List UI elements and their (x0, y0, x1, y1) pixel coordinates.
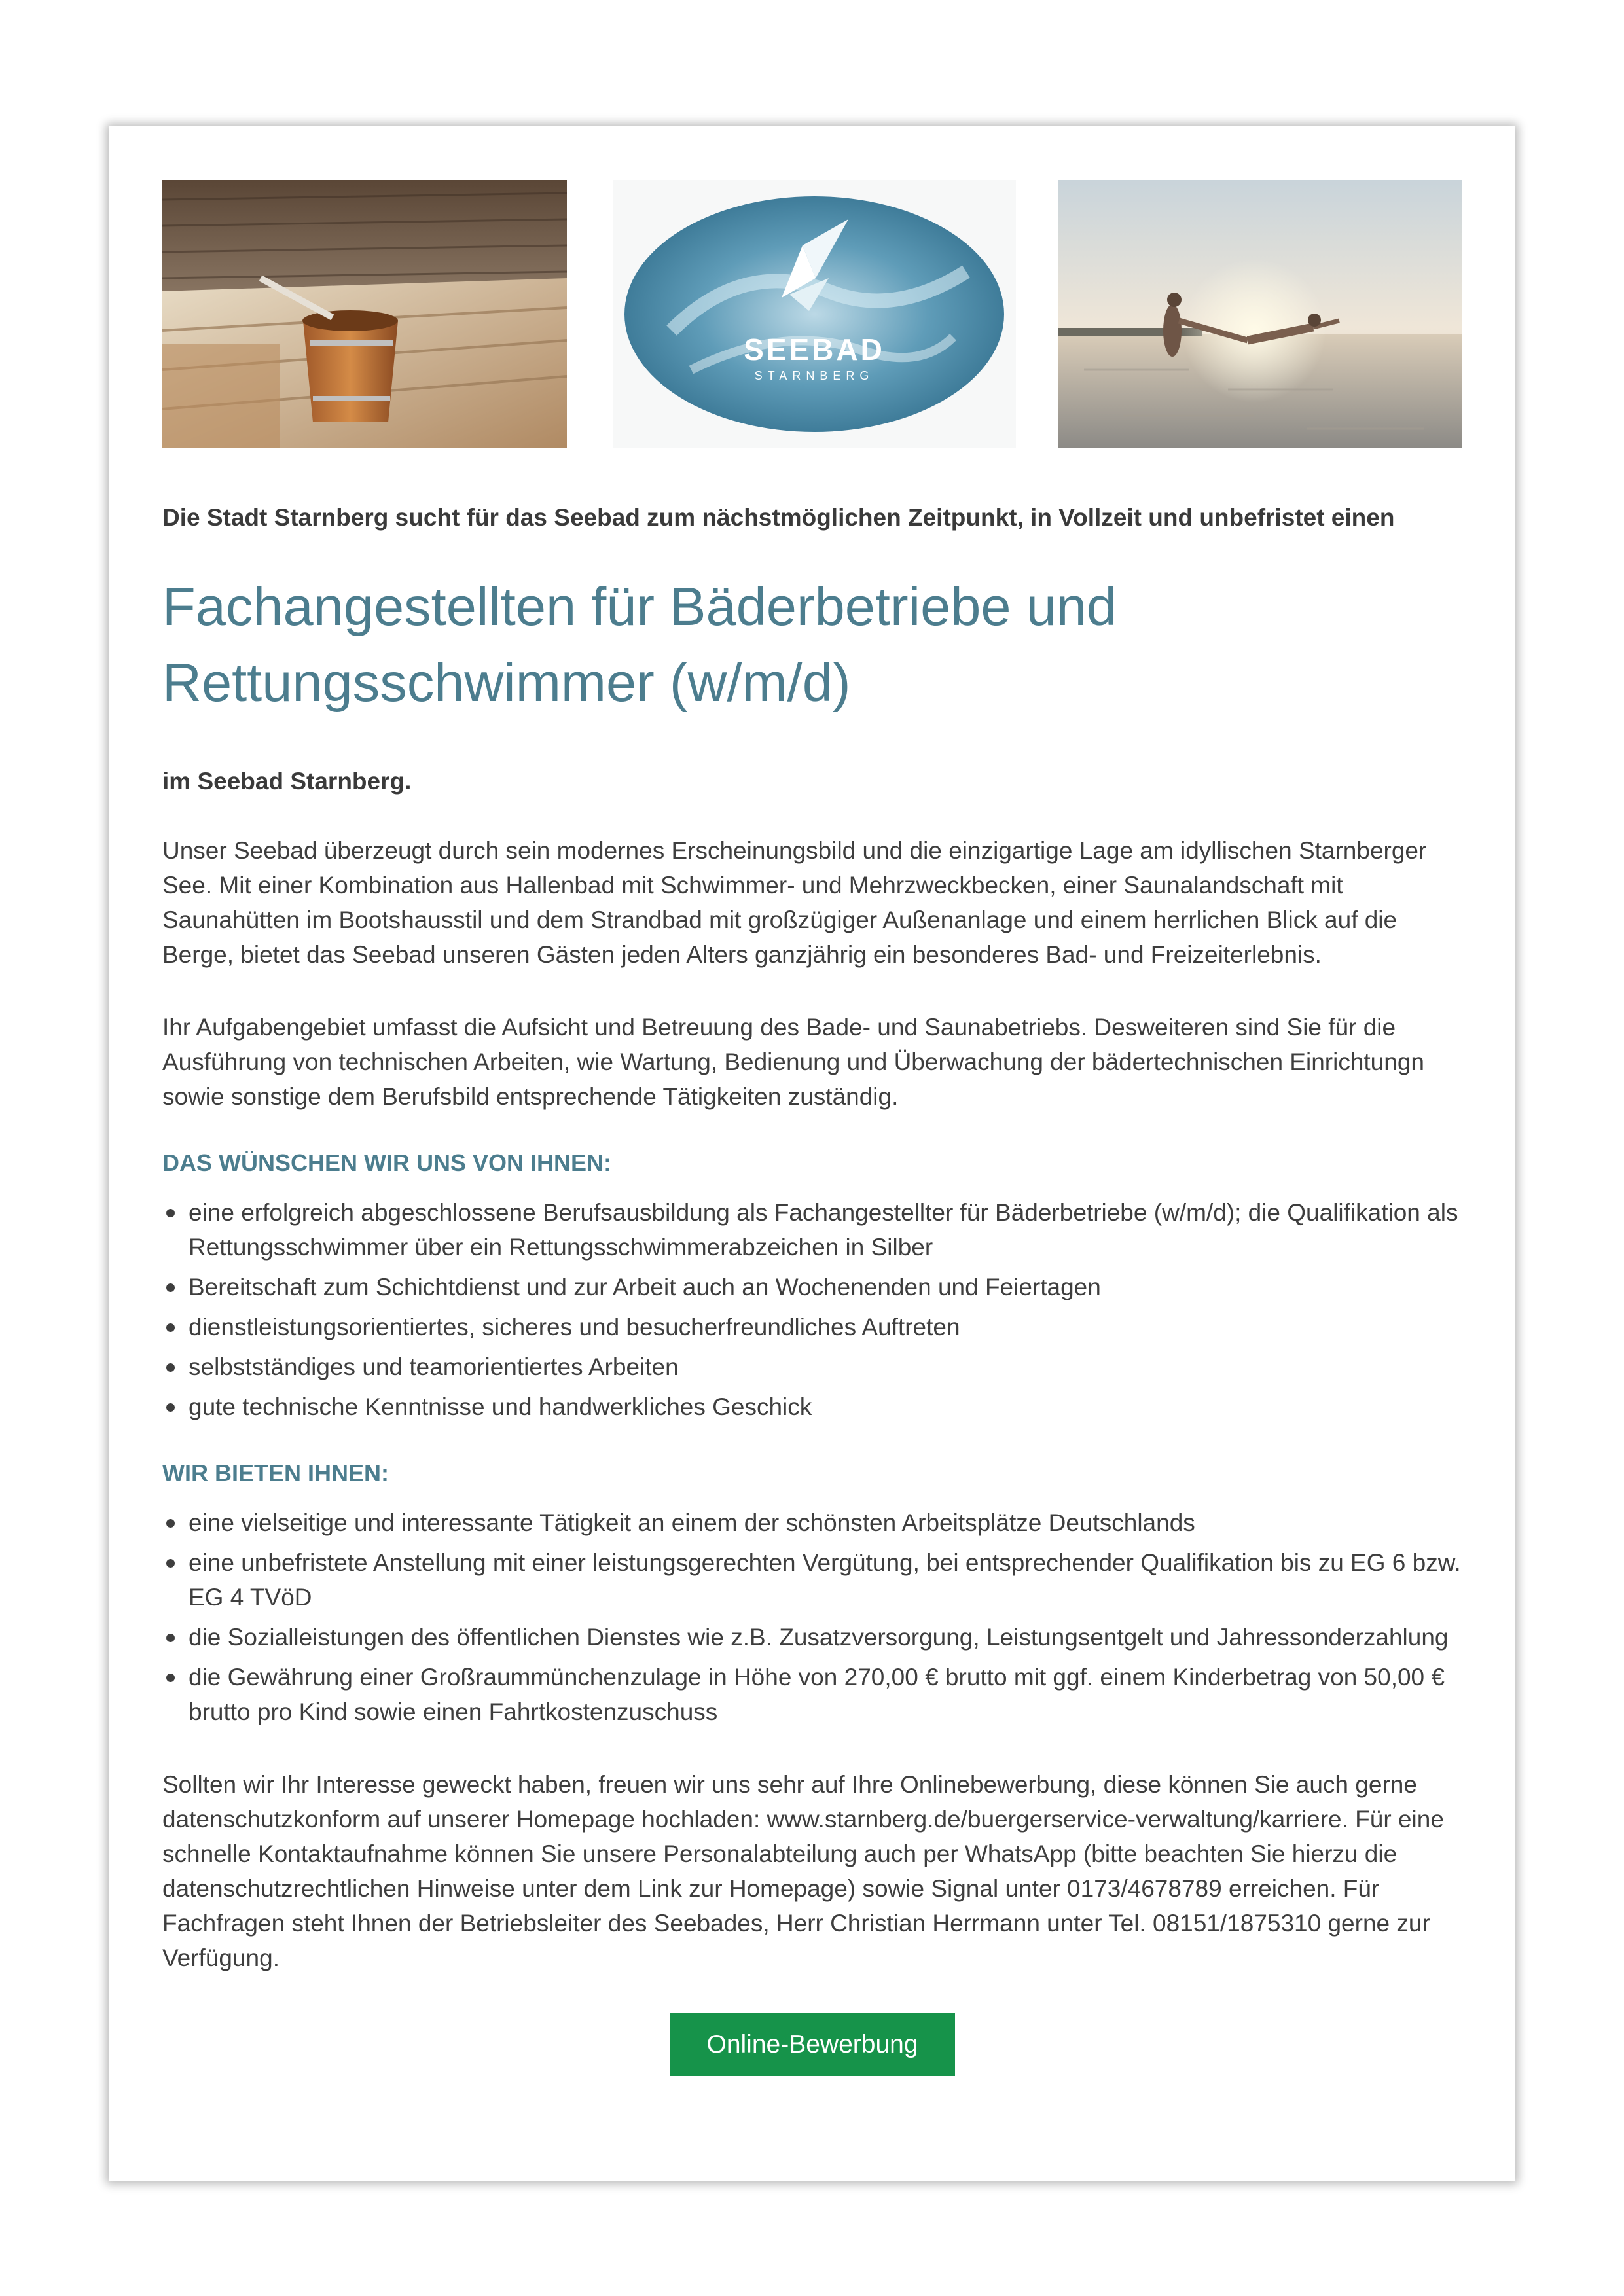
bullet-icon (166, 1674, 175, 1682)
list-item-text: die Sozialleistungen des öffentlichen Dienstes wie z.B. Zusatzversorgung, Leistungsentgelt und Jahressonderzahlung (189, 1624, 1449, 1651)
bullet-icon (166, 1323, 175, 1332)
list-item (162, 1270, 1462, 1304)
list-item (162, 1350, 1462, 1384)
job-posting-card (109, 126, 1515, 2181)
job-title (162, 569, 1462, 721)
list-item-text: eine erfolgreich abgeschlossene Berufsausbildung als Fachangestellter für Bäderbetriebe (w/m/d); die Qualifikation als Rettungsschwimmer über ein Rettungsschwimmerabzeichen in Silber (189, 1199, 1458, 1261)
cta-container (162, 2013, 1462, 2076)
list-item-text: eine unbefristete Anstellung mit einer leistungsgerechten Vergütung, bei entsprechender Qualifikation bis zu EG 6 bzw. EG 4 TVöD (189, 1549, 1461, 1611)
list-item (162, 1310, 1462, 1344)
list-item-text: eine vielseitige und interessante Tätigkeit an einem der schönsten Arbeitsplätze Deutschlands (189, 1509, 1195, 1537)
closing-paragraph: Sollten wir Ihr Interesse geweckt haben, freuen wir uns sehr auf Ihre Onlinebewerbung, diese können Sie auch gerne datenschutzkonform auf unserer Homepage hochladen: www.starnberg.de/buergerservice-verwaltung/karriere. Für eine schnelle Kontaktaufnahme können Sie unsere Personalabteilung auch per WhatsApp (bitte beachten Sie hierzu die datenschutzrechtlichen Hinweise unter dem Link zur Homepage) sowie Signal unter 0173/4678789 erreichen. Für Fachfragen steht Ihnen der Betriebsleiter des Seebades, Herr Christian Herrmann unter Tel. 08151/1875310 gerne zur Verfügung. (162, 1771, 1444, 1972)
requirements-list (162, 1195, 1462, 1424)
list-item (162, 1505, 1462, 1540)
list-item (162, 1620, 1462, 1655)
list-item-text: gute technische Kenntnisse und handwerkliches Geschick (189, 1393, 812, 1421)
list-item (162, 1195, 1462, 1265)
description-paragraph: Unser Seebad überzeugt durch sein modernes Erscheinungsbild und die einzigartige Lage am idyllischen Starnberger See. Mit einer Kombination aus Hallenbad mit Schwimmer- und Mehrzweckbecken, einer Saunalandschaft mit Saunahütten im Bootshausstil und dem Strandbad mit großzügiger Außenanlage und einem herrlichen Blick auf die Berge, bietet das Seebad unseren Gästen jeden Alters ganzjährig ein besonderes Bad- und Freizeiterlebnis. (162, 837, 1427, 969)
header-images (162, 180, 1462, 450)
offers-list (162, 1505, 1462, 1729)
job-title-line-1: Fachangestellten für Bäderbetriebe und (162, 576, 1117, 637)
list-item-text: selbstständiges und teamorientiertes Arbeiten (189, 1354, 679, 1381)
sauna-photo (162, 180, 567, 448)
offers-heading: WIR BIETEN IHNEN: (162, 1460, 389, 1487)
requirements-heading: DAS WÜNSCHEN WIR UNS VON IHNEN: (162, 1149, 612, 1177)
list-item-text: Bereitschaft zum Schichtdienst und zur Arbeit auch an Wochenenden und Feiertagen (189, 1274, 1101, 1301)
lake-photo (1058, 180, 1462, 448)
bullet-icon (166, 1519, 175, 1528)
bullet-icon (166, 1283, 175, 1292)
intro-text: Die Stadt Starnberg sucht für das Seebad zum nächstmöglichen Zeitpunkt, in Vollzeit und unbefristet einen (162, 504, 1395, 531)
list-item (162, 1545, 1462, 1615)
list-item-text: dienstleistungsorientiertes, sicheres und besucherfreundliches Auftreten (189, 1314, 960, 1341)
bullet-icon (166, 1559, 175, 1568)
online-application-button[interactable]: Online-Bewerbung (670, 2013, 954, 2076)
seebad-logo (613, 180, 1016, 448)
list-item-text: die Gewährung einer Großraummünchenzulage in Höhe von 270,00 € brutto mit ggf. einem Kinderbetrag von 50,00 € brutto pro Kind sowie einen Fahrtkostenzuschuss (189, 1664, 1445, 1726)
bullet-icon (166, 1403, 175, 1412)
bullet-icon (166, 1363, 175, 1372)
location-subtitle: im Seebad Starnberg. (162, 768, 412, 795)
bullet-icon (166, 1634, 175, 1642)
list-item (162, 1390, 1462, 1424)
tasks-paragraph: Ihr Aufgabengebiet umfasst die Aufsicht und Betreuung des Bade- und Saunabetriebs. Desweiteren sind Sie für die Ausführung von technischen Arbeiten, wie Wartung, Bedienung und Überwachung der bädertechnischen Einrichtungn sowie sonstige dem Berufsbild entsprechende Tätigkeiten zuständig. (162, 1014, 1424, 1111)
bullet-icon (166, 1209, 175, 1217)
job-title-line-2: Rettungsschwimmer (w/m/d) (162, 652, 851, 713)
logo-title: SEEBAD (744, 332, 885, 367)
job-posting-content (162, 180, 1462, 2076)
list-item (162, 1660, 1462, 1729)
logo-subtitle: STARNBERG (754, 369, 875, 382)
